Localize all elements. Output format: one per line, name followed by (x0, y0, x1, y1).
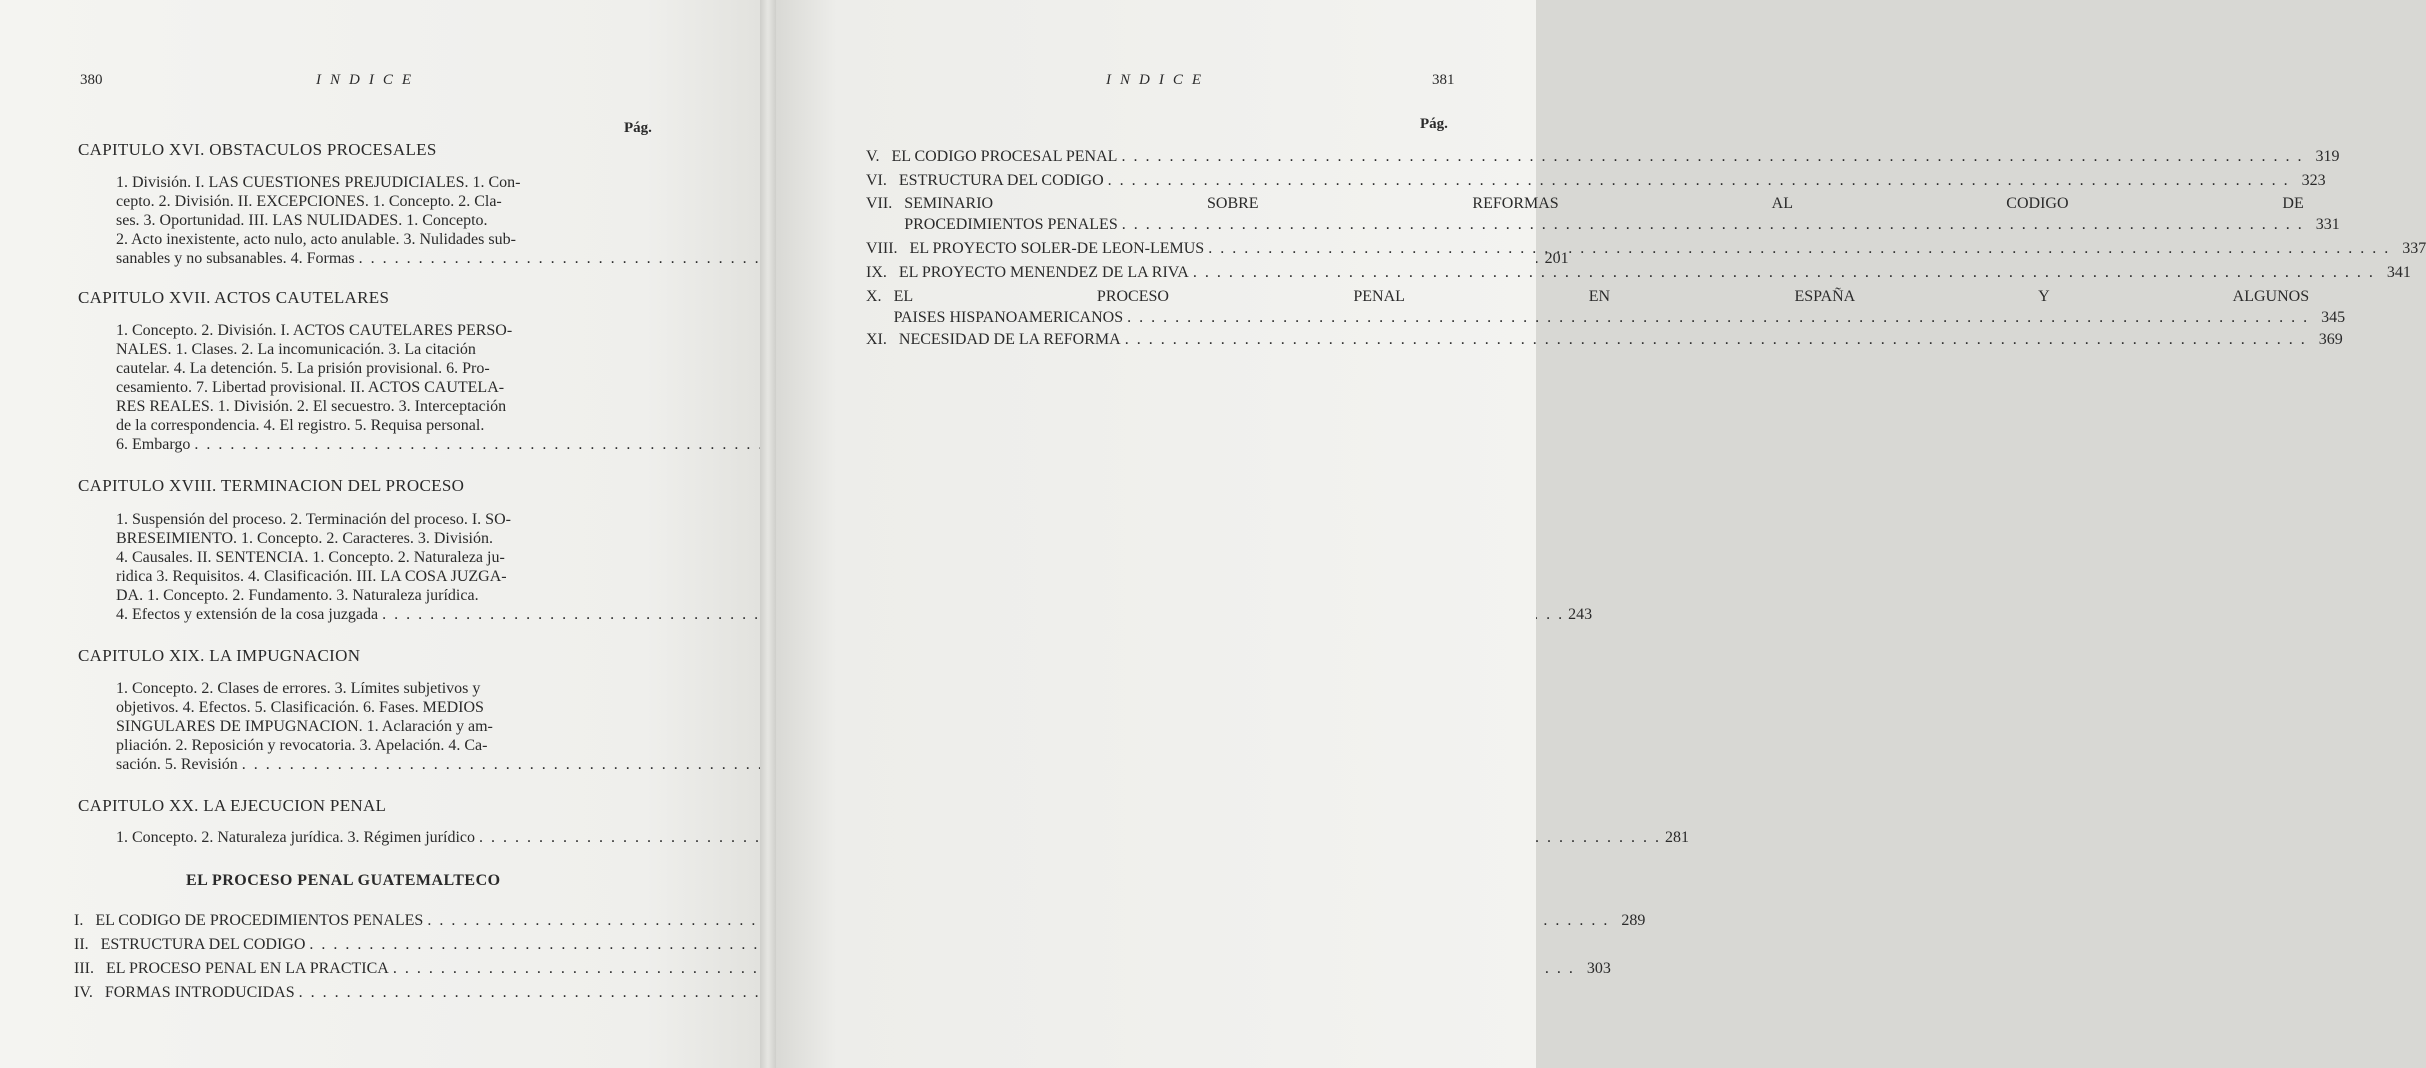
book-gutter (760, 0, 776, 1068)
entry-title: EL CODIGO PROCESAL PENAL (891, 148, 1118, 165)
page-ref: 281 (1665, 829, 1689, 846)
chapter-title: CAPITULO XVIII. TERMINACION DEL PROCESO (78, 476, 465, 495)
contents-line: sanables y no subsanables. 4. Formas (116, 250, 355, 267)
page-ref: 323 (2301, 172, 2326, 189)
entry-last-line (904, 214, 2340, 235)
entry-body (899, 170, 2326, 191)
dot-leader (1127, 307, 2309, 328)
page-ref: 201 (1544, 250, 1569, 267)
entry-numeral: IX. (866, 264, 887, 281)
chapter-title: CAPITULO XX. LA EJECUCION PENAL (78, 796, 387, 815)
toc-entry (866, 262, 2411, 283)
contents-line: NALES. 1. Clases. 2. La incomunicación. 3. La citación (116, 341, 476, 358)
contents-line: cautelar. 4. La detención. 5. La prisión provisional. 6. Pro- (116, 360, 490, 377)
contents-line: 4. Efectos y extensión de la cosa juzgada (116, 606, 379, 623)
contents-line: 2. Acto inexistente, acto nulo, acto anulable. 3. Nulidades sub- (116, 231, 516, 248)
entry-numeral: II. (74, 936, 89, 953)
chapter-title: CAPITULO XVII. ACTOS CAUTELARES (78, 288, 390, 307)
page-ref: 337 (2402, 240, 2426, 257)
entry-body (892, 146, 2340, 167)
entry-numeral: VI. (866, 172, 887, 189)
entry-title: NECESIDAD DE LA REFORMA (898, 331, 1121, 348)
chapter-title: CAPITULO XVI. OBSTACULOS PROCESALES (78, 140, 437, 159)
entry-title: EL PROCESO PENAL EN LA PRACTICA (105, 960, 389, 977)
contents-line: BRESEIMIENTO. 1. Concepto. 2. Caracteres. 3. División. (116, 530, 493, 547)
contents-last-line (116, 249, 1569, 268)
entry-title-line: EL PROCESO PENAL EN ESPAÑA Y ALGUNOS (893, 288, 2310, 305)
contents-last-line (116, 828, 1689, 847)
section-heading: EL PROCESO PENAL GUATEMALTECO (186, 872, 501, 889)
page-ref: 319 (2315, 148, 2340, 165)
toc-entry (74, 958, 1611, 979)
contents-line: sación. 5. Revisión (116, 756, 238, 773)
right-running-title: INDICE (1106, 72, 1210, 88)
entry-numeral: VII. (866, 195, 893, 212)
contents-line: ses. 3. Oportunidad. III. LAS NULIDADES. 1. Concepto. (116, 212, 488, 229)
entry-title-line: SEMINARIO SOBRE REFORMAS AL CODIGO DE (904, 195, 2304, 212)
contents-last-line (116, 605, 1593, 624)
contents-line: SINGULARES DE IMPUGNACION. 1. Aclaración y am- (116, 718, 493, 735)
entry-title: EL PROYECTO SOLER-DE LEON-LEMUS (909, 240, 1205, 257)
contents-line: RES REALES. 1. División. 2. El secuestro. 3. Interceptación (116, 398, 507, 415)
contents-line: pliación. 2. Reposición y revocatoria. 3. Apelación. 4. Ca- (116, 737, 488, 754)
chapter-contents (116, 510, 1593, 624)
entry-body (899, 329, 2343, 350)
entry-body (899, 262, 2411, 283)
dot-leader (1108, 170, 2290, 191)
entry-numeral: IV. (74, 984, 93, 1001)
entry-numeral: V. (866, 148, 880, 165)
page-ref: 331 (2315, 216, 2340, 233)
toc-entry (866, 193, 2340, 235)
chapter-contents (116, 828, 1689, 847)
contents-last-line (116, 755, 664, 774)
toc-entry (74, 934, 664, 955)
toc-entry (74, 910, 1646, 931)
contents-line: 1. Concepto. 2. Naturaleza jurídica. 3. Régimen jurídico (116, 829, 475, 846)
page-ref: 369 (2318, 331, 2343, 348)
toc-entry (866, 329, 2343, 350)
dot-leader (1122, 214, 2304, 235)
entry-title: EL CODIGO DE PROCEDIMIENTOS PENALES (95, 912, 424, 929)
contents-line: 1. Concepto. 2. Clases de errores. 3. Límites subjetivos y (116, 680, 481, 697)
contents-line: cepto. 2. División. II. EXCEPCIONES. 1. Concepto. 2. Cla- (116, 193, 502, 210)
contents-line: objetivos. 4. Efectos. 5. Clasificación. 6. Fases. MEDIOS (116, 699, 484, 716)
contents-line: 1. Suspensión del proceso. 2. Terminación del proceso. I. SO- (116, 511, 511, 528)
entry-body (904, 193, 2340, 235)
entry-title: ESTRUCTURA DEL CODIGO (100, 936, 306, 953)
left-running-title: INDICE (316, 72, 420, 88)
contents-line: cesamiento. 7. Libertad provisional. II. ACTOS CAUTELA- (116, 379, 505, 396)
entry-title: PAISES HISPANOAMERICANOS (893, 309, 1124, 326)
contents-line: DA. 1. Concepto. 2. Fundamento. 3. Naturaleza jurídica. (116, 587, 479, 604)
entry-body (894, 286, 2346, 328)
entry-numeral: XI. (866, 331, 887, 348)
entry-numeral: VIII. (866, 240, 898, 257)
entry-numeral: I. (74, 912, 84, 929)
chapter-contents (116, 321, 664, 454)
right-pag-label: Pág. (1420, 116, 1448, 132)
chapter-contents (116, 679, 664, 774)
entry-title: PROCEDIMIENTOS PENALES (904, 216, 1118, 233)
dot-leader (1121, 146, 2303, 167)
contents-last-line (116, 435, 664, 454)
contents-line: ridica 3. Requisitos. 4. Clasificación. III. LA COSA JUZGA- (116, 568, 507, 585)
contents-line: 1. Concepto. 2. División. I. ACTOS CAUTELARES PERSO- (116, 322, 513, 339)
chapter-title: CAPITULO XIX. LA IMPUGNACION (78, 646, 361, 665)
contents-line: 6. Embargo (116, 436, 191, 453)
toc-entry (866, 286, 2346, 328)
left-page-number: 380 (80, 72, 103, 88)
contents-line: 1. División. I. LAS CUESTIONES PREJUDICIALES. 1. Con- (116, 174, 521, 191)
entry-title: ESTRUCTURA DEL CODIGO (898, 172, 1104, 189)
toc-entry (866, 146, 2340, 167)
toc-entry (74, 982, 664, 1003)
entry-last-line (894, 307, 2346, 328)
left-pag-label: Pág. (624, 120, 652, 136)
entry-numeral: III. (74, 960, 94, 977)
page-ref: 303 (1586, 960, 1611, 977)
entry-body (910, 238, 2426, 259)
page-ref: 289 (1621, 912, 1646, 929)
entry-title: EL PROYECTO MENENDEZ DE LA RIVA (898, 264, 1189, 281)
toc-entry (866, 170, 2326, 191)
dot-leader (1208, 238, 2390, 259)
page-ref: 243 (1568, 606, 1593, 623)
contents-line: de la correspondencia. 4. El registro. 5. Requisa personal. (116, 417, 485, 434)
contents-line: 4. Causales. II. SENTENCIA. 1. Concepto. 2. Naturaleza ju- (116, 549, 505, 566)
entry-title: FORMAS INTRODUCIDAS (104, 984, 295, 1001)
dot-leader (1193, 262, 2375, 283)
page-ref: 341 (2386, 264, 2411, 281)
right-page-number: 381 (1432, 72, 1455, 88)
page-ref: 345 (2321, 309, 2346, 326)
entry-numeral: X. (866, 288, 882, 305)
dot-leader (1125, 329, 2307, 350)
